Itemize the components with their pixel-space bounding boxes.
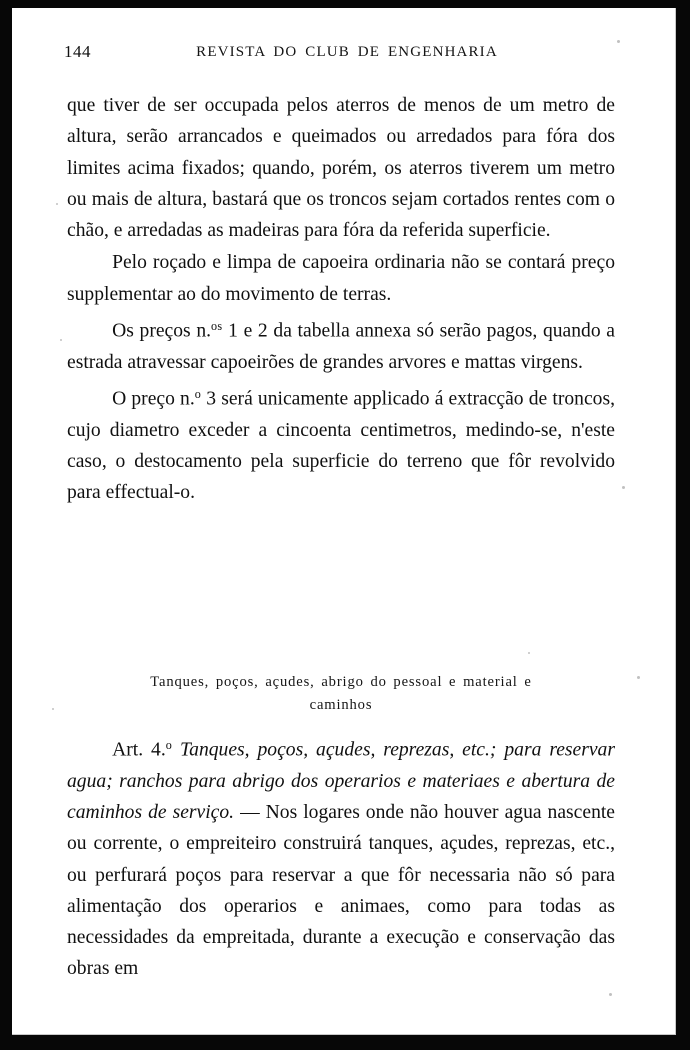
- paragraph-3-text-before-ordinal: Os preços n.: [112, 320, 212, 342]
- article-heading-italic: Tanques, poços, açudes, reprezas, etc.; para reservar agua; ranchos para abrigo dos operarios e materiaes e abertura de caminhos de serviço.: [67, 739, 615, 823]
- article-body-continuation: logares onde não houver agua nascente ou corrente, o empreiteiro construirá tanques, açudes, reprezas, etc., ou perfurará poços para reservar a que fôr necessaria não só para alimentação dos operarios e animaes, como para todas as necessidades da empreitada, durante a execução e conservação das obras em: [67, 801, 616, 980]
- paragraph-continuation: que tiver de ser occupada pelos aterros de menos de um metro de altura, serão arrancados e queimados ou arredados para fóra dos limites acima fixados; quando, porém, os aterros tiverem um metro ou mais de altura, bastará que os troncos sejam cortados rentes com o chão, e arredadas as madeiras para fóra da referida superficie.: [67, 95, 615, 242]
- paper-surface: [12, 8, 676, 1035]
- paragraph-3-text-after-ordinal: 1 e 2 da tabella annexa só serão pagos, quando a estrada atravessar capoeirões de grandes arvores e mattas virgens.: [67, 320, 616, 373]
- scan-speck: [609, 993, 612, 996]
- paragraph-4-text-after-ordinal: 3 será unicamente applicado á extracção de troncos, cujo diametro exceder a cincoenta centimetros, medindo-se, n'este caso, o destocamento pela superficie do terreno que fôr revolvido para effectual-o.: [67, 388, 615, 504]
- article-number-label: Art. 4.: [112, 739, 166, 761]
- scan-speck: [52, 708, 54, 710]
- article-4-paragraph: [67, 730, 615, 985]
- scan-speck: [617, 40, 620, 43]
- page-number: 144: [64, 42, 91, 61]
- section-subheading: [67, 671, 615, 717]
- paragraph-precos-tabella: [67, 311, 615, 378]
- ordinal-indicator-singular: o: [194, 386, 202, 401]
- ordinal-indicator-plural: os: [211, 319, 223, 334]
- running-head-title: REVISTA DO CLUB DE ENGENHARIA: [196, 44, 498, 60]
- subheading-line-1: Tanques, poços, açudes, abrigo do pessoal e material e: [150, 674, 532, 690]
- paragraph-preco-tres: [67, 379, 615, 509]
- paragraph-rocado-limpa: Pelo roçado e limpa de capoeira ordinaria não se contará preço supplementar ao do movimento de terras.: [67, 252, 615, 305]
- scan-speck: [60, 339, 62, 341]
- scan-speck: [637, 676, 640, 679]
- scan-speck: [56, 203, 58, 205]
- scan-speck: [528, 652, 530, 654]
- scan-speck: [622, 486, 625, 489]
- subheading-line-2: caminhos: [309, 697, 373, 713]
- article-dash-lead: — Nos: [234, 801, 298, 823]
- paragraph-4-text-before-ordinal: O preço n.: [112, 388, 195, 410]
- body-text-upper: [67, 90, 615, 508]
- article-ordinal-indicator: o: [165, 738, 173, 752]
- body-text-lower: [67, 730, 615, 985]
- running-head: [12, 42, 675, 68]
